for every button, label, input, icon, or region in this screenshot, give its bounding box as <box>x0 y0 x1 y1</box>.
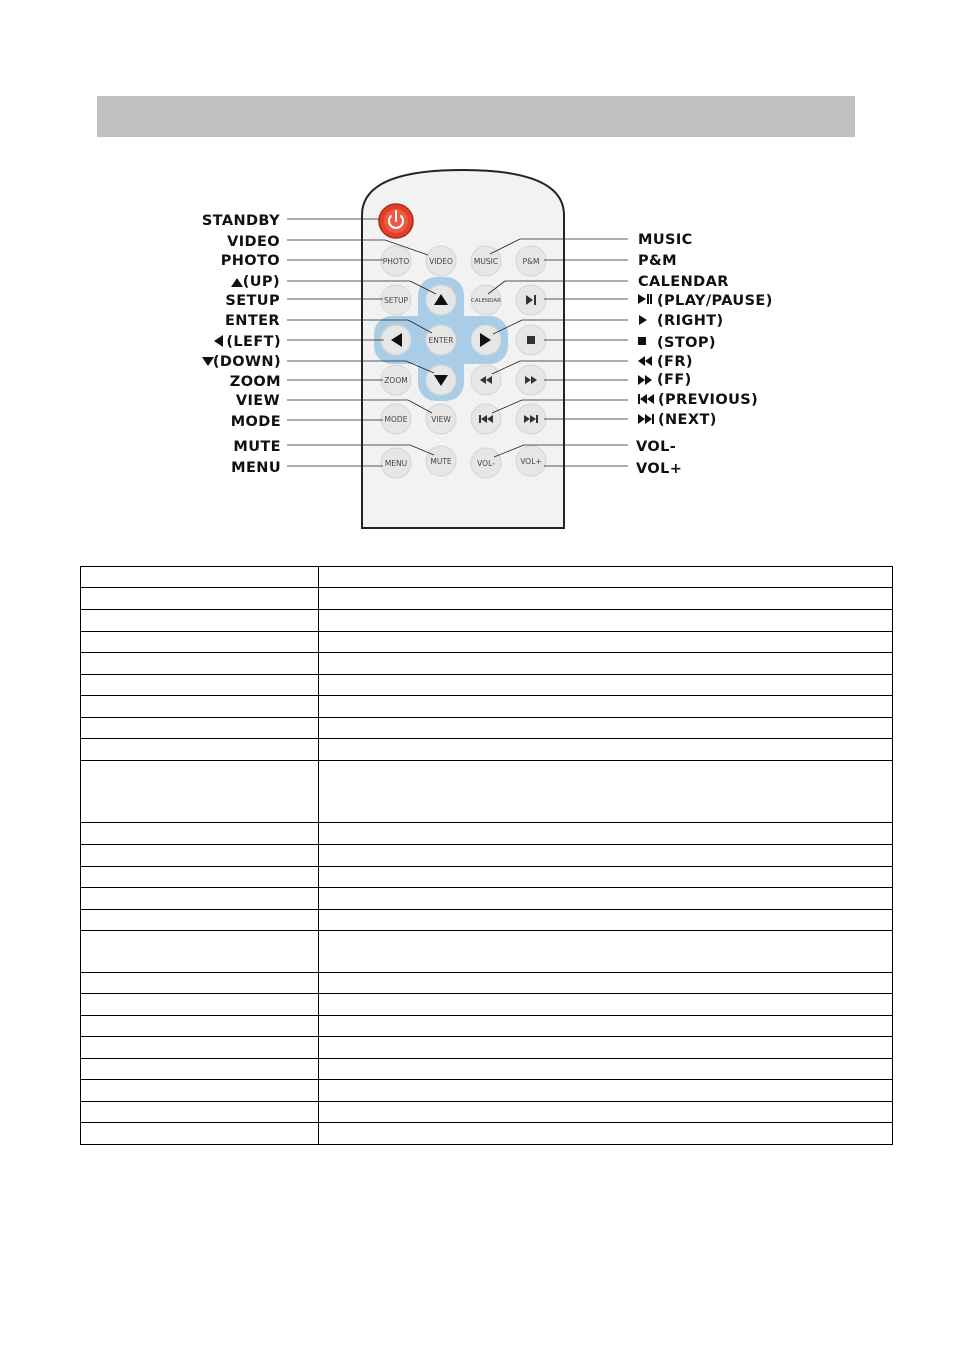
table-cell <box>319 610 893 632</box>
label-pm: P&M <box>638 253 677 269</box>
table-cell <box>81 1016 319 1037</box>
mute-button-label: MUTE <box>430 457 452 466</box>
table-row <box>81 632 893 653</box>
left-triangle-icon <box>214 335 223 347</box>
table-row <box>81 1037 893 1059</box>
label-view: VIEW <box>235 393 280 409</box>
label-zoom: ZOOM <box>229 374 281 390</box>
zoom-button-label: ZOOM <box>384 376 408 385</box>
label-enter: ENTER <box>224 313 280 329</box>
table-cell <box>81 1059 319 1080</box>
table-cell <box>81 588 319 610</box>
video-button-label: VIDEO <box>429 257 453 266</box>
right-triangle-icon <box>639 315 647 325</box>
setup-button[interactable] <box>381 285 411 315</box>
table-cell <box>81 867 319 888</box>
mode-button-label: MODE <box>384 415 408 424</box>
label-standby: STANDBY <box>201 213 280 229</box>
table-cell <box>81 910 319 931</box>
vol-plus-button[interactable] <box>516 446 546 476</box>
label-music: MUSIC <box>638 232 693 248</box>
label-photo: PHOTO <box>220 253 280 269</box>
label-menu: MENU <box>231 460 281 476</box>
table-cell <box>81 610 319 632</box>
label-fr: (FR) <box>657 354 693 370</box>
table-cell <box>81 718 319 739</box>
label-previous: (PREVIOUS) <box>658 392 759 408</box>
vol-minus-button[interactable] <box>471 448 501 478</box>
label-vol-minus: VOL- <box>636 439 677 455</box>
table-cell <box>319 761 893 823</box>
table-cell <box>319 718 893 739</box>
standby-button[interactable] <box>379 204 413 238</box>
table-cell <box>319 588 893 610</box>
table-cell <box>81 931 319 973</box>
table-cell <box>319 867 893 888</box>
table-row <box>81 1102 893 1123</box>
previous-label-icon <box>638 394 654 404</box>
photo-button-label: PHOTO <box>382 257 410 266</box>
fr-button[interactable] <box>471 365 501 395</box>
table-row <box>81 888 893 910</box>
table-row <box>81 845 893 867</box>
table-row <box>81 1080 893 1102</box>
table-cell <box>81 653 319 675</box>
label-mode: MODE <box>230 414 281 430</box>
vol-plus-button-label: VOL+ <box>520 457 542 466</box>
mode-button[interactable] <box>381 404 411 434</box>
mute-button[interactable] <box>426 446 456 476</box>
table-row <box>81 973 893 994</box>
label-next: (NEXT) <box>658 412 717 428</box>
table-row <box>81 653 893 675</box>
label-ff: (FF) <box>657 372 692 388</box>
stop-icon <box>527 336 535 344</box>
next-button[interactable] <box>516 404 546 434</box>
menu-button-label: MENU <box>384 459 408 468</box>
zoom-button[interactable] <box>381 365 411 395</box>
table-cell <box>319 632 893 653</box>
left-labels <box>202 213 281 476</box>
play-pause-button[interactable] <box>516 285 546 315</box>
table-cell <box>81 888 319 910</box>
next-label-icon <box>638 414 654 424</box>
right-button[interactable] <box>471 325 501 355</box>
table-cell <box>81 739 319 761</box>
up-button[interactable] <box>426 285 456 315</box>
view-button-label: VIEW <box>431 415 451 424</box>
table-cell <box>319 696 893 718</box>
table-cell <box>81 696 319 718</box>
photo-button[interactable] <box>381 246 411 276</box>
video-button[interactable] <box>426 246 456 276</box>
table-cell <box>81 1102 319 1123</box>
ff-label-icon <box>638 375 652 385</box>
table-row <box>81 1123 893 1145</box>
table-row <box>81 675 893 696</box>
table-row <box>81 994 893 1016</box>
table-cell <box>81 761 319 823</box>
table-cell <box>319 1102 893 1123</box>
table-cell <box>319 823 893 845</box>
label-down: (DOWN) <box>212 354 281 370</box>
table-row <box>81 761 893 823</box>
table-row <box>81 739 893 761</box>
vol-minus-button-label: VOL- <box>477 459 495 468</box>
stop-button[interactable] <box>516 325 546 355</box>
table-row <box>81 696 893 718</box>
table-cell <box>81 675 319 696</box>
left-button[interactable] <box>381 325 411 355</box>
table-cell <box>319 994 893 1016</box>
label-up: (UP) <box>242 274 280 290</box>
table-cell <box>319 1016 893 1037</box>
calendar-button[interactable] <box>471 285 501 315</box>
setup-button-label: SETUP <box>383 296 409 305</box>
table-row <box>81 718 893 739</box>
menu-button[interactable] <box>381 448 411 478</box>
fr-label-icon <box>638 356 652 366</box>
label-calendar: CALENDAR <box>638 274 729 290</box>
table-row <box>81 567 893 588</box>
ff-button[interactable] <box>516 365 546 395</box>
view-button[interactable] <box>426 404 456 434</box>
remote-control-diagram <box>0 0 954 560</box>
table-cell <box>319 910 893 931</box>
table-cell <box>319 567 893 588</box>
music-button-label: MUSIC <box>473 257 499 266</box>
table-cell <box>319 931 893 973</box>
table-row <box>81 931 893 973</box>
label-vol-plus: VOL+ <box>636 461 683 477</box>
label-play-pause: (PLAY/PAUSE) <box>657 293 773 309</box>
down-button[interactable] <box>426 365 456 395</box>
up-triangle-icon <box>231 278 243 287</box>
table-cell <box>319 1080 893 1102</box>
table-cell <box>81 994 319 1016</box>
table-cell <box>81 567 319 588</box>
table-cell <box>319 1059 893 1080</box>
right-labels <box>636 232 773 477</box>
table-cell <box>319 739 893 761</box>
table-cell <box>81 973 319 994</box>
table-cell <box>319 653 893 675</box>
button-function-table <box>80 566 893 1145</box>
table-cell <box>81 1037 319 1059</box>
previous-button[interactable] <box>471 404 501 434</box>
pm-button[interactable] <box>516 246 546 276</box>
table-cell <box>319 1037 893 1059</box>
table-cell <box>319 675 893 696</box>
pm-button-label: P&M <box>522 257 540 266</box>
table-row <box>81 610 893 632</box>
table-row <box>81 1059 893 1080</box>
calendar-button-label: CALENDAR <box>471 298 501 304</box>
table-row <box>81 910 893 931</box>
table-row <box>81 1016 893 1037</box>
table-cell <box>81 1080 319 1102</box>
label-video: VIDEO <box>227 234 280 250</box>
table-row <box>81 588 893 610</box>
enter-button[interactable] <box>426 325 456 355</box>
table-row <box>81 867 893 888</box>
table-cell <box>81 632 319 653</box>
table-cell <box>319 973 893 994</box>
enter-button-label: ENTER <box>428 336 454 345</box>
label-mute: MUTE <box>233 439 281 455</box>
table-cell <box>81 1123 319 1145</box>
label-setup: SETUP <box>225 293 280 309</box>
table-cell <box>319 845 893 867</box>
table-cell <box>81 823 319 845</box>
label-right: (RIGHT) <box>657 313 724 329</box>
label-left: (LEFT) <box>226 334 281 350</box>
table-row <box>81 823 893 845</box>
stop-square-icon <box>638 337 646 345</box>
label-stop: (STOP) <box>657 335 716 351</box>
play-pause-label-icon <box>638 294 652 304</box>
table-cell <box>319 1123 893 1145</box>
table-cell <box>319 888 893 910</box>
table-cell <box>81 845 319 867</box>
